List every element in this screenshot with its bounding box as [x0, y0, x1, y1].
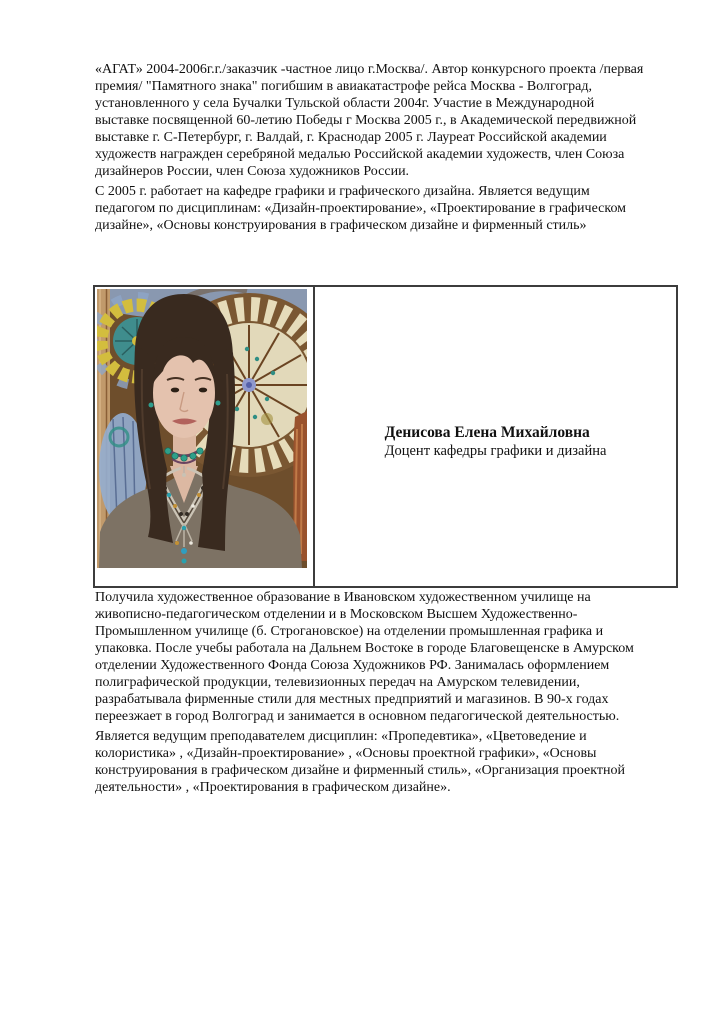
paragraph-disciplines: Является ведущим преподавателем дисциплин: «Пропедевтика», «Цветоведение и колористика» , «Дизайн-проектирование» , «Основы проектной графики», «Основы конструирования в графическом дизайне и фирменный стиль», «Организация проектной деятельности» , «Проектирования в графическом дизайне».: [95, 729, 625, 795]
profile-title: Доцент кафедры графики и дизайна: [384, 443, 607, 459]
top-text-block: [95, 61, 649, 237]
profile-info-block: [385, 423, 607, 460]
profile-name: Денисова Елена Михайловна: [384, 424, 590, 441]
paragraph-since-2005: С 2005 г. работает на кафедре графики и графического дизайна. Является ведущим педагогом по дисциплинам: «Дизайн-проектирование», «Проектирование в графическом дизайне», «Основы конструирования в графическом дизайне и фирменный стиль»: [95, 184, 627, 233]
info-cell: [315, 287, 676, 586]
paragraph-education-career: Получила художественное образование в Ивановском художественном училище на живописно-педагогическом отделении и в Московском Высшем Художественно-Промышленном училище (б. Строгановское) на отделении промышленная графика и упаковка. После учебы работала на Дальнем Востоке в городе Благовещенске в Амурском отделении Художественного Фонда Союза Художников РФ. Занималась оформлением полиграфической продукции, телевизионных передач на Амурском телевидении, разрабатывала фирменные стили для местных предприятий и магазинов. В 90-х годах переезжает в город Волгоград и занимается в основном педагогической деятельностью.: [95, 590, 634, 724]
portrait-photo: [97, 289, 307, 568]
bottom-text-block: [95, 589, 649, 799]
photo-cell: [95, 287, 315, 586]
profile-table: [93, 285, 678, 588]
paragraph-agat-project: «АГАТ» 2004-2006г.г./заказчик -частное лицо г.Москва/. Автор конкурсного проекта /первая премия/ "Памятного знака" погибшим в авиакатастрофе рейса Москва - Волгоград, установленного у села Бучалки Тульской области 2004г. Участие в Международной выставке посвященной 60-летию Победы г Москва 2005 г., в Академической передвижной выставке г. С-Петербург, г. Валдай, г. Краснодар 2005 г. Лауреат Российской академии художеств награжден серебряной медалью Российской академии художеств, член Союза дизайнеров России, член Союза художников России.: [95, 62, 644, 179]
